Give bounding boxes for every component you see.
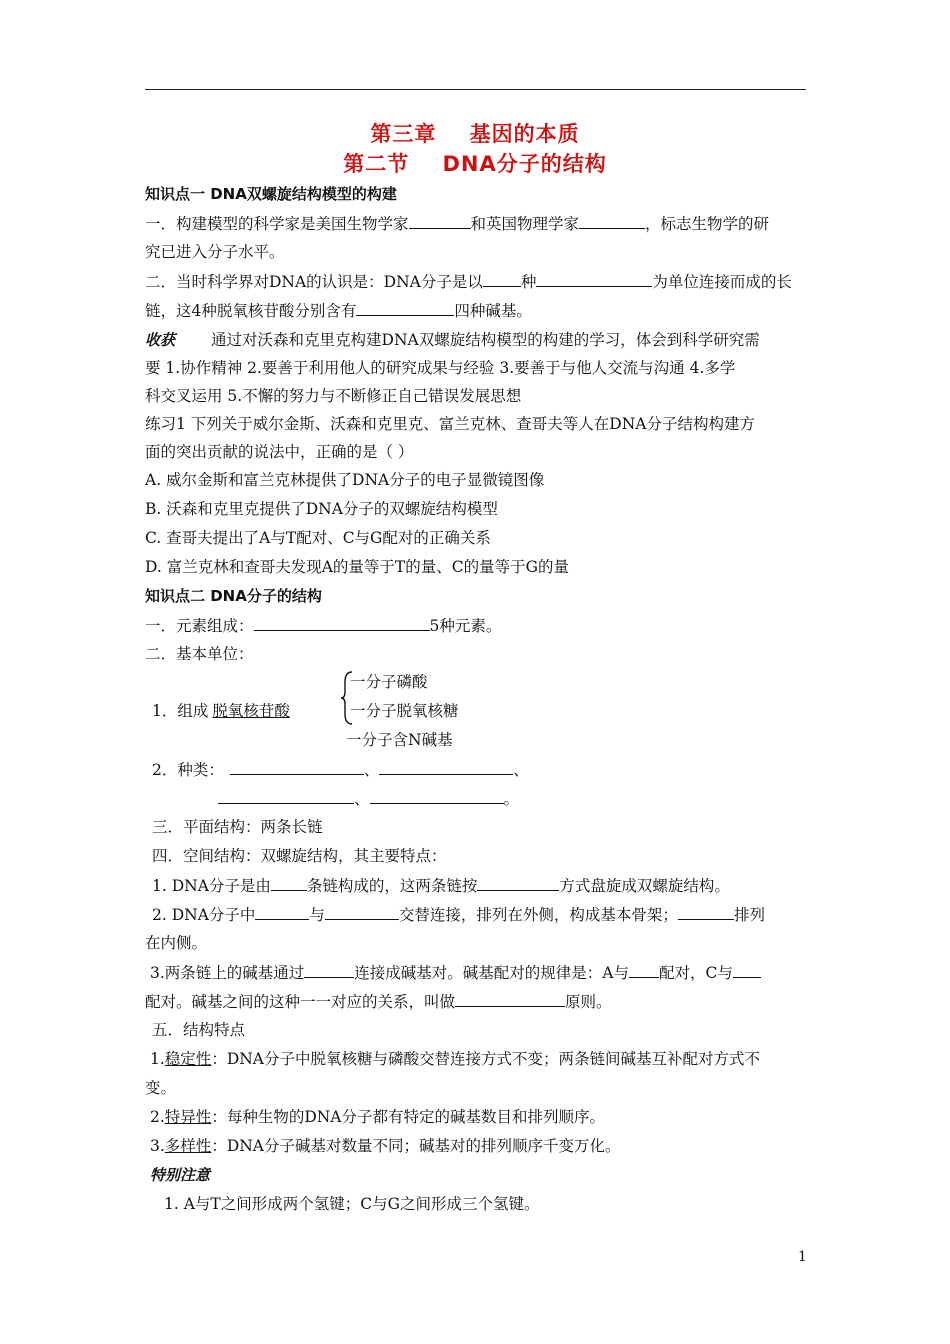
option-d[interactable]: D. 富兰克林和查哥夫发现A的量等于T的量、C的量等于G的量 (145, 558, 570, 576)
blank[interactable] (271, 875, 307, 891)
section-title: 第二节 DNA分子的结构 (343, 152, 607, 176)
elements-line: 一．元素组成： 5种元素。 (145, 617, 502, 635)
kinds-line1: 2．种类： 、 、 (152, 761, 529, 779)
blank[interactable] (409, 213, 471, 229)
part-base: 一分子含N碱基 (346, 731, 453, 749)
blank[interactable] (370, 788, 504, 804)
space-point2: 2. DNA分子中 与 交替连接，排列在外侧，构成基本骨架； 排列 (152, 906, 765, 924)
blank[interactable] (325, 904, 399, 920)
blank[interactable] (254, 615, 430, 631)
space-point3: 3.两条链上的碱基通过 连接成碱基对。碱基配对的规律是：A与 配对，C与 (150, 962, 761, 983)
blank[interactable] (304, 962, 354, 978)
space-title: 四．空间结构：双螺旋结构，其主要特点： (152, 847, 447, 865)
kp2-heading: 知识点二 DNA分子的结构 (145, 587, 322, 605)
feature-stability: 1.稳定性：DNA分子中脱氧核糖与磷酸交替连接方式不变；两条链间碱基互补配对方式不 (150, 1050, 760, 1068)
term-specificity: 特异性 (164, 1108, 212, 1126)
option-a[interactable]: A. 威尔金斯和富兰克林提供了DNA分子的电子显微镜图像 (145, 471, 545, 489)
blank[interactable] (678, 904, 734, 920)
space-point3-cont: 配对。碱基之间的这种一一对应的关系，叫做 原则。 (145, 993, 612, 1011)
blank[interactable] (255, 904, 309, 920)
blank[interactable] (455, 991, 565, 1007)
header-rule (145, 89, 806, 90)
blank[interactable] (733, 962, 761, 978)
feature-stability-cont: 变。 (145, 1079, 177, 1097)
exercise-line1: 练习1 下列关于威尔金斯、沃森和克里克、富兰克林、查哥夫等人在DNA分子结构构建方 (145, 415, 755, 433)
blank[interactable] (218, 788, 354, 804)
plane-structure: 三．平面结构：两条长链 (152, 818, 323, 836)
composition-line: 1．组成 脱氧核苷酸 (152, 702, 290, 720)
kp1-q1-line1: 一．构建模型的科学家是美国生物学家 和英国物理学家 ，标志生物学的研 (145, 215, 770, 233)
kp1-q1-line2: 究已进入分子水平。 (145, 243, 285, 261)
option-c[interactable]: C. 查哥夫提出了A与T配对、C与G配对的正确关系 (145, 529, 491, 547)
blank[interactable] (536, 271, 652, 287)
blank[interactable] (379, 759, 513, 775)
kp1-q2-line2: 链，这4种脱氧核苷酸分别含有 四种碱基。 (145, 302, 532, 320)
note-label: 特别注意 (150, 1166, 211, 1184)
kp1-heading: 知识点一 DNA双螺旋结构模型的构建 (145, 185, 397, 203)
kp1-q2-line1: 二．当时科学界对DNA的认识是：DNA分子是以 种 为单位连接而成的长 (145, 273, 792, 291)
feature-specificity: 2.特异性：每种生物的DNA分子都有特定的碱基数目和排列顺序。 (150, 1108, 605, 1126)
blank[interactable] (579, 213, 645, 229)
blank[interactable] (629, 962, 659, 978)
blank[interactable] (230, 759, 364, 775)
exercise-line2: 面的突出贡献的说法中，正确的是（ ） (145, 443, 414, 461)
term-stability: 稳定性 (164, 1050, 212, 1068)
chapter-title: 第三章 基因的本质 (370, 122, 580, 146)
feature-diversity: 3.多样性：DNA分子碱基对数量不同；碱基对的排列顺序千变万化。 (150, 1137, 621, 1155)
note-item1: 1. A与T之间形成两个氢键；C与G之间形成三个氢键。 (164, 1195, 540, 1213)
part-sugar: 一分子脱氧核糖 (350, 702, 459, 720)
blank[interactable] (483, 271, 521, 287)
space-point1: 1. DNA分子是由 条链构成的，这两条链按 方式盘旋成双螺旋结构。 (152, 877, 730, 895)
gain-line1: 收获 通过对沃森和克里克构建DNA双螺旋结构模型的构建的学习，体会到科学研究需 (145, 331, 760, 349)
kinds-line2: 、 。 (218, 788, 519, 809)
part-phosphate: 一分子磷酸 (350, 673, 428, 691)
gain-label: 收获 (145, 331, 176, 349)
blank[interactable] (356, 300, 454, 316)
gain-line3: 科交叉运用 5.不懈的努力与不断修正自己错误发展思想 (145, 387, 522, 405)
page-number: 1 (798, 1249, 807, 1265)
unit-title: 二．基本单位： (145, 645, 254, 663)
option-b[interactable]: B. 沃森和克里克提供了DNA分子的双螺旋结构模型 (145, 500, 498, 518)
gain-line2: 要 1.协作精神 2.要善于利用他人的研究成果与经验 3.要善于与他人交流与沟通 4.多学 (145, 359, 736, 377)
term-diversity: 多样性 (164, 1137, 212, 1155)
space-point2-cont: 在内侧。 (145, 934, 208, 952)
blank[interactable] (477, 875, 559, 891)
composition-answer: 脱氧核苷酸 (212, 702, 290, 720)
features-title: 五．结构特点 (152, 1021, 246, 1039)
